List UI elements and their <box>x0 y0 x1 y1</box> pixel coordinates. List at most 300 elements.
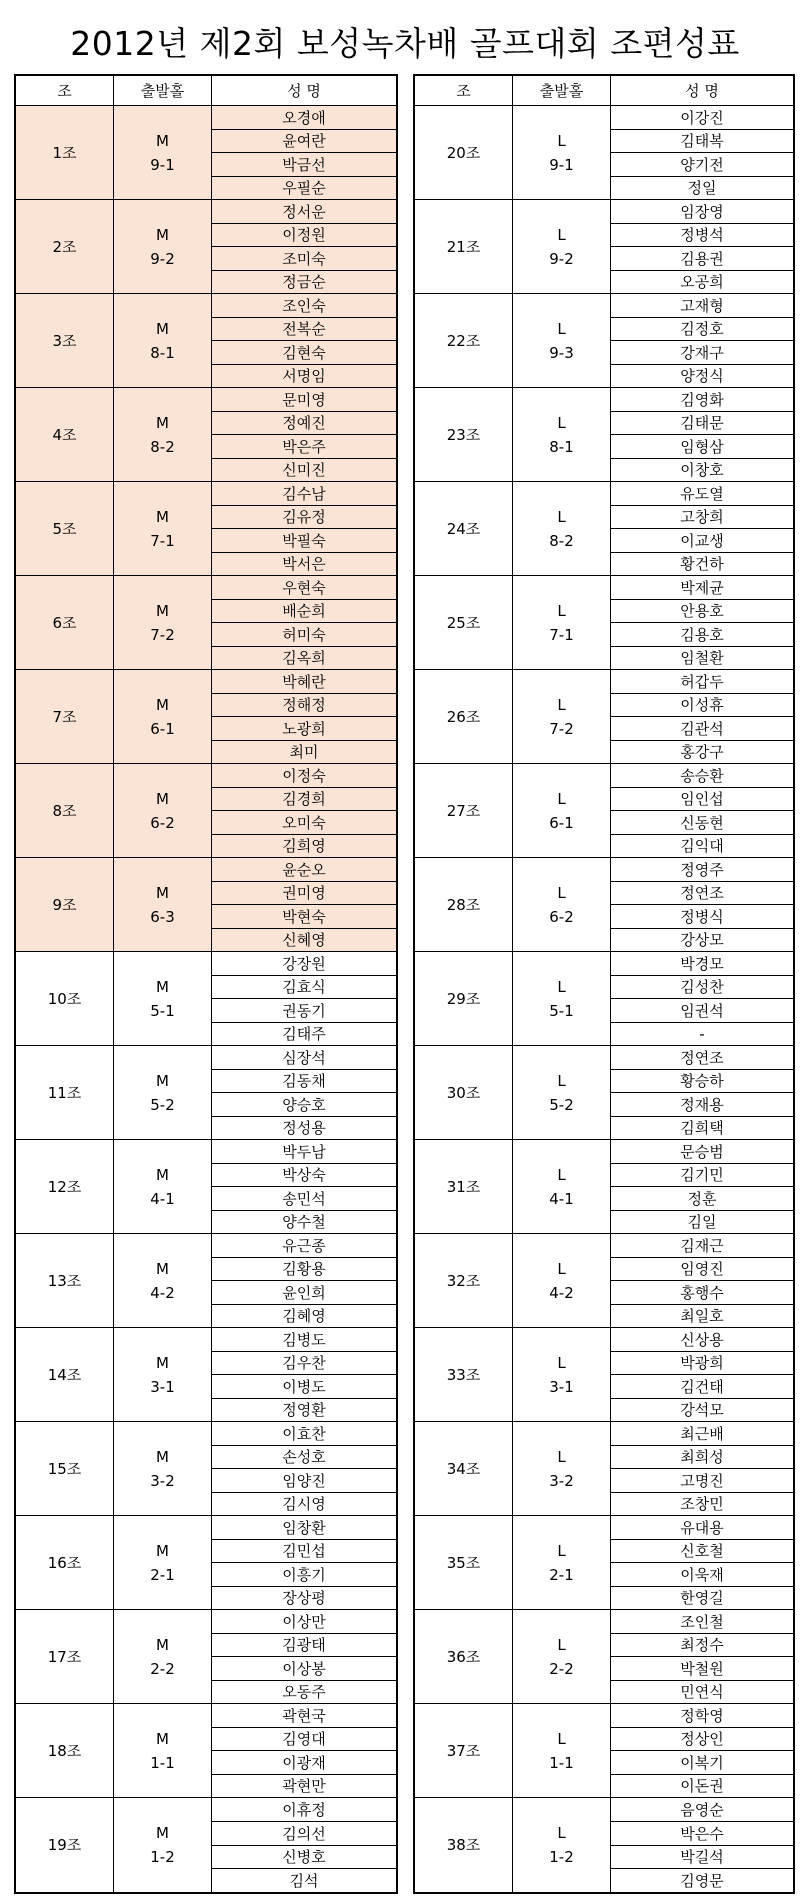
player-name: 정연조 <box>611 882 793 906</box>
course-code: M <box>156 1353 169 1372</box>
group-number: 28조 <box>415 858 513 951</box>
start-hole: 9-2 <box>150 249 175 268</box>
player-name: 김동채 <box>212 1070 396 1094</box>
player-name: 허갑두 <box>611 670 793 694</box>
player-name: 김익대 <box>680 837 724 856</box>
group-number: 27조 <box>415 764 513 857</box>
group-row <box>16 1516 396 1610</box>
player-list <box>212 482 396 575</box>
course-code: M <box>156 1729 169 1748</box>
group-row <box>16 388 396 482</box>
group-number: 3조 <box>16 294 114 387</box>
course-code: M <box>156 977 169 996</box>
start-hole: 8-1 <box>150 343 175 362</box>
player-name: 권미영 <box>212 882 396 906</box>
group-number: 21조 <box>415 200 513 293</box>
start-hole: 8-2 <box>549 531 574 550</box>
player-name: 최희성 <box>611 1446 793 1470</box>
player-name: 김광태 <box>212 1634 396 1658</box>
player-name: 고명진 <box>611 1469 793 1493</box>
player-name: 박필숙 <box>212 529 396 553</box>
player-name: 정예진 <box>212 412 396 436</box>
group-row <box>415 1798 793 1892</box>
player-name: 강장원 <box>212 952 396 976</box>
course-code: M <box>156 789 169 808</box>
player-name: 장상평 <box>282 1589 326 1608</box>
course-code: L <box>557 1071 566 1090</box>
player-name: 정재용 <box>611 1093 793 1117</box>
player-list <box>611 952 793 1045</box>
player-name: 임양진 <box>212 1469 396 1493</box>
player-name: 김희영 <box>212 835 396 858</box>
header-group: 조 <box>415 76 513 105</box>
course-code: L <box>557 601 566 620</box>
player-name: 황건하 <box>680 555 724 574</box>
group-row <box>415 858 793 952</box>
group-number: 35조 <box>415 1516 513 1609</box>
player-name: 김현숙 <box>212 341 396 365</box>
start-hole: 8-2 <box>150 437 175 456</box>
tee-cell <box>513 294 611 387</box>
group-row <box>16 764 396 858</box>
player-name: 정학영 <box>611 1704 793 1728</box>
start-hole: 6-3 <box>150 907 175 926</box>
course-code: M <box>156 507 169 526</box>
header-names: 성 명 <box>287 82 321 100</box>
tee-cell <box>513 200 611 293</box>
player-name: 이강진 <box>611 106 793 130</box>
start-hole: 3-1 <box>150 1377 175 1396</box>
group-row <box>16 1046 396 1140</box>
player-list <box>611 1516 793 1609</box>
tee-cell <box>114 1610 212 1703</box>
group-row <box>415 482 793 576</box>
player-list <box>611 294 793 387</box>
player-name: 곽현만 <box>282 1777 326 1796</box>
player-name: 김영대 <box>212 1728 396 1752</box>
start-hole: 5-2 <box>549 1095 574 1114</box>
player-list <box>611 1704 793 1797</box>
tee-cell <box>114 1704 212 1797</box>
group-number: 20조 <box>415 106 513 199</box>
player-name: 임권석 <box>611 999 793 1023</box>
player-name: 홍강구 <box>680 743 724 762</box>
player-list <box>212 388 396 481</box>
player-name: 임영진 <box>611 1258 793 1282</box>
player-name: 정병식 <box>611 905 793 929</box>
start-hole: 4-1 <box>150 1189 175 1208</box>
player-list <box>611 1046 793 1139</box>
player-name: 박철원 <box>611 1657 793 1681</box>
group-row <box>16 1422 396 1516</box>
group-row <box>415 1704 793 1798</box>
player-list <box>212 1422 396 1515</box>
tee-cell <box>114 858 212 951</box>
player-name: 문승범 <box>611 1140 793 1164</box>
player-name: 박길석 <box>611 1846 793 1870</box>
player-name: 이휴정 <box>212 1798 396 1822</box>
player-name: 정병석 <box>611 224 793 248</box>
player-list <box>212 858 396 951</box>
player-name: 신병호 <box>212 1846 396 1870</box>
player-list <box>212 1798 396 1892</box>
player-name: 김용권 <box>611 247 793 271</box>
tee-cell <box>513 1046 611 1139</box>
player-name: 유근종 <box>212 1234 396 1258</box>
player-name: 임창환 <box>212 1516 396 1540</box>
player-list <box>611 482 793 575</box>
player-name: 김경희 <box>212 788 396 812</box>
player-list <box>212 576 396 669</box>
player-name: 김의선 <box>212 1822 396 1846</box>
group-row <box>415 388 793 482</box>
player-name: 김수남 <box>212 482 396 506</box>
start-hole: 7-1 <box>150 531 175 550</box>
group-row <box>415 1610 793 1704</box>
player-name: 이정숙 <box>212 764 396 788</box>
player-name: 노광희 <box>212 717 396 741</box>
player-name: 이창호 <box>680 461 724 480</box>
player-name: 문미영 <box>212 388 396 412</box>
group-row <box>16 294 396 388</box>
start-hole: 2-1 <box>150 1565 175 1584</box>
group-number: 29조 <box>415 952 513 1045</box>
player-name: 조인숙 <box>212 294 396 318</box>
tee-cell <box>114 388 212 481</box>
group-row <box>415 670 793 764</box>
group-row <box>415 1516 793 1610</box>
course-code: L <box>557 413 566 432</box>
group-number: 12조 <box>16 1140 114 1233</box>
tee-cell <box>114 576 212 669</box>
group-number: 6조 <box>16 576 114 669</box>
player-list <box>611 106 793 199</box>
tee-cell <box>513 1610 611 1703</box>
player-name: 이효찬 <box>212 1422 396 1446</box>
tee-cell <box>114 294 212 387</box>
player-name: 한영길 <box>680 1589 724 1608</box>
player-name: 이성휴 <box>611 694 793 718</box>
player-list <box>212 200 396 293</box>
player-name: 우필순 <box>212 177 396 200</box>
start-hole: 4-1 <box>549 1189 574 1208</box>
group-number: 17조 <box>16 1610 114 1703</box>
player-name: 정연조 <box>611 1046 793 1070</box>
player-list <box>611 1140 793 1233</box>
group-row <box>16 1140 396 1234</box>
player-name: 박광희 <box>611 1352 793 1376</box>
player-name: 박경모 <box>611 952 793 976</box>
player-name: 김태문 <box>611 412 793 436</box>
tee-cell <box>114 1328 212 1421</box>
tee-cell <box>513 670 611 763</box>
player-name: 윤순오 <box>212 858 396 882</box>
group-number: 33조 <box>415 1328 513 1421</box>
player-name: 곽현국 <box>212 1704 396 1728</box>
group-number: 18조 <box>16 1704 114 1797</box>
player-list <box>611 388 793 481</box>
course-code: M <box>156 1824 169 1842</box>
tee-cell <box>513 952 611 1045</box>
group-row <box>16 670 396 764</box>
player-list <box>611 576 793 669</box>
tee-cell <box>114 1516 212 1609</box>
course-code: M <box>156 225 169 244</box>
group-row <box>415 1422 793 1516</box>
player-name: 조창민 <box>680 1495 724 1514</box>
player-list <box>611 1328 793 1421</box>
tee-cell <box>513 858 611 951</box>
start-hole: 1-1 <box>150 1753 175 1772</box>
group-row <box>415 952 793 1046</box>
tee-cell <box>114 1798 212 1892</box>
player-name: 오동주 <box>282 1683 326 1702</box>
group-number: 22조 <box>415 294 513 387</box>
left-table <box>14 74 398 1894</box>
player-name: 김민섭 <box>212 1540 396 1564</box>
player-name: 정해정 <box>212 694 396 718</box>
player-name: 신상용 <box>611 1328 793 1352</box>
tee-cell <box>114 106 212 199</box>
player-name: 최근배 <box>611 1422 793 1446</box>
group-number: 4조 <box>16 388 114 481</box>
start-hole: 6-1 <box>150 719 175 738</box>
player-name: 이상만 <box>212 1610 396 1634</box>
course-code: M <box>156 601 169 620</box>
group-row <box>16 576 396 670</box>
player-name: 유대용 <box>611 1516 793 1540</box>
start-hole: 7-2 <box>549 719 574 738</box>
player-name: 김재근 <box>611 1234 793 1258</box>
course-code: M <box>156 1165 169 1184</box>
player-name: 김석 <box>289 1872 319 1891</box>
player-name: 김옥희 <box>212 647 396 670</box>
course-code: L <box>557 1259 566 1278</box>
player-name: 정영환 <box>282 1401 326 1420</box>
course-code: M <box>156 695 169 714</box>
group-row <box>415 764 793 858</box>
tee-cell <box>513 1422 611 1515</box>
player-name: 양승호 <box>212 1093 396 1117</box>
header-names: 성 명 <box>685 82 719 100</box>
course-code: L <box>557 1165 566 1184</box>
group-number: 31조 <box>415 1140 513 1233</box>
player-name: 김건태 <box>611 1375 793 1399</box>
player-name: 김혜영 <box>282 1307 326 1326</box>
start-hole: 1-2 <box>549 1848 574 1866</box>
tee-cell <box>513 576 611 669</box>
player-name: 송승환 <box>611 764 793 788</box>
group-number: 9조 <box>16 858 114 951</box>
player-name: 심장석 <box>212 1046 396 1070</box>
group-row <box>16 200 396 294</box>
tee-cell <box>114 482 212 575</box>
start-hole: 6-1 <box>549 813 574 832</box>
group-number: 36조 <box>415 1610 513 1703</box>
right-table <box>413 74 795 1894</box>
group-row <box>415 1140 793 1234</box>
player-name: 허미숙 <box>212 623 396 647</box>
player-list <box>611 858 793 951</box>
player-name: 이상봉 <box>212 1657 396 1681</box>
player-name: 고창희 <box>611 506 793 530</box>
player-name: 정훈 <box>611 1187 793 1211</box>
group-number: 14조 <box>16 1328 114 1421</box>
course-code: M <box>156 319 169 338</box>
player-name: 김영화 <box>611 388 793 412</box>
player-name: 김태복 <box>611 130 793 154</box>
group-row <box>16 1610 396 1704</box>
start-hole: 6-2 <box>549 907 574 926</box>
player-name: 신미진 <box>212 459 396 482</box>
player-list <box>212 1140 396 1233</box>
player-name: 송민석 <box>212 1187 396 1211</box>
course-code: L <box>557 225 566 244</box>
player-name: 오공희 <box>680 273 724 292</box>
group-number: 25조 <box>415 576 513 669</box>
table-header <box>415 76 793 106</box>
player-name: 박혜란 <box>212 670 396 694</box>
course-code: L <box>557 507 566 526</box>
player-name: 박제균 <box>611 576 793 600</box>
course-code: M <box>156 1259 169 1278</box>
player-name: 윤여란 <box>212 130 396 154</box>
player-list <box>212 1328 396 1421</box>
player-name: 양정식 <box>680 367 724 386</box>
player-name: 민연식 <box>680 1683 724 1702</box>
player-list <box>212 764 396 857</box>
group-row <box>415 294 793 388</box>
group-number: 38조 <box>415 1798 513 1892</box>
player-name: 서명임 <box>212 365 396 388</box>
start-hole: 3-2 <box>549 1471 574 1490</box>
course-code: L <box>557 319 566 338</box>
start-hole: 5-1 <box>549 1001 574 1020</box>
tee-cell <box>114 1046 212 1139</box>
start-hole: 4-2 <box>150 1283 175 1302</box>
tee-cell <box>513 1516 611 1609</box>
start-hole: 1-2 <box>150 1848 175 1866</box>
group-number: 26조 <box>415 670 513 763</box>
player-list <box>611 200 793 293</box>
group-row <box>16 858 396 952</box>
group-row <box>16 1328 396 1422</box>
player-name: 조인철 <box>611 1610 793 1634</box>
table-header <box>16 76 396 106</box>
player-name: 전복순 <box>212 318 396 342</box>
course-code: L <box>557 789 566 808</box>
player-name: 이돈권 <box>680 1777 724 1796</box>
player-name: 정서운 <box>212 200 396 224</box>
player-name: 박서은 <box>212 553 396 576</box>
player-name: 안용호 <box>611 600 793 624</box>
player-name: 권동기 <box>212 999 396 1023</box>
player-name: 임인섭 <box>611 788 793 812</box>
course-code: L <box>557 131 566 150</box>
group-number: 7조 <box>16 670 114 763</box>
group-row <box>16 1234 396 1328</box>
player-name: 김일 <box>687 1213 717 1232</box>
tee-cell <box>114 1422 212 1515</box>
player-name: 김영문 <box>680 1872 724 1891</box>
player-name: 정성용 <box>282 1119 326 1138</box>
group-number: 13조 <box>16 1234 114 1327</box>
group-number: 16조 <box>16 1516 114 1609</box>
start-hole: 5-1 <box>150 1001 175 1020</box>
player-name: 김태주 <box>282 1025 326 1044</box>
player-name: 음영순 <box>611 1798 793 1822</box>
course-code: L <box>557 1824 566 1842</box>
player-name: 고재형 <box>611 294 793 318</box>
player-name: 황승하 <box>611 1070 793 1094</box>
player-list <box>611 764 793 857</box>
player-name: 양기전 <box>611 153 793 177</box>
player-name: 홍행수 <box>611 1281 793 1305</box>
group-number: 10조 <box>16 952 114 1045</box>
course-code: L <box>557 1635 566 1654</box>
start-hole: 2-2 <box>150 1659 175 1678</box>
tee-cell <box>114 952 212 1045</box>
player-name: 김정호 <box>611 318 793 342</box>
group-row <box>16 1798 396 1892</box>
group-number: 37조 <box>415 1704 513 1797</box>
player-name: 신호철 <box>611 1540 793 1564</box>
player-name: 김기민 <box>611 1164 793 1188</box>
group-row <box>16 1704 396 1798</box>
player-name: 이교생 <box>611 529 793 553</box>
player-name: 김시영 <box>282 1495 326 1514</box>
tee-cell <box>513 764 611 857</box>
player-name: 김효식 <box>212 976 396 1000</box>
tee-cell <box>513 388 611 481</box>
player-list <box>212 1610 396 1703</box>
player-name: 김우찬 <box>212 1352 396 1376</box>
player-name: 최일호 <box>680 1307 724 1326</box>
start-hole: 9-1 <box>549 155 574 174</box>
group-number: 5조 <box>16 482 114 575</box>
tee-cell <box>513 482 611 575</box>
course-code: M <box>156 1635 169 1654</box>
player-name: 김유정 <box>212 506 396 530</box>
start-hole: 9-1 <box>150 155 175 174</box>
tee-cell <box>114 670 212 763</box>
player-name: 임장영 <box>611 200 793 224</box>
course-code: M <box>156 1071 169 1090</box>
player-name: 김황용 <box>212 1258 396 1282</box>
course-code: M <box>156 1541 169 1560</box>
tee-cell <box>114 1234 212 1327</box>
group-number: 8조 <box>16 764 114 857</box>
tee-cell <box>513 1704 611 1797</box>
player-name: 신동현 <box>611 811 793 835</box>
group-number: 23조 <box>415 388 513 481</box>
player-name: 박상숙 <box>212 1164 396 1188</box>
player-name: 정금순 <box>212 271 396 294</box>
group-row <box>415 1234 793 1328</box>
player-list <box>611 1234 793 1327</box>
player-list <box>611 1798 793 1892</box>
start-hole: 2-2 <box>549 1659 574 1678</box>
player-list <box>212 952 396 1045</box>
player-list <box>212 1516 396 1609</box>
header-tee: 출발홀 <box>513 76 611 105</box>
group-row <box>415 1328 793 1422</box>
tee-cell <box>114 764 212 857</box>
start-hole: 3-1 <box>549 1377 574 1396</box>
group-number: 30조 <box>415 1046 513 1139</box>
course-code: L <box>557 883 566 902</box>
player-name: 정영주 <box>611 858 793 882</box>
